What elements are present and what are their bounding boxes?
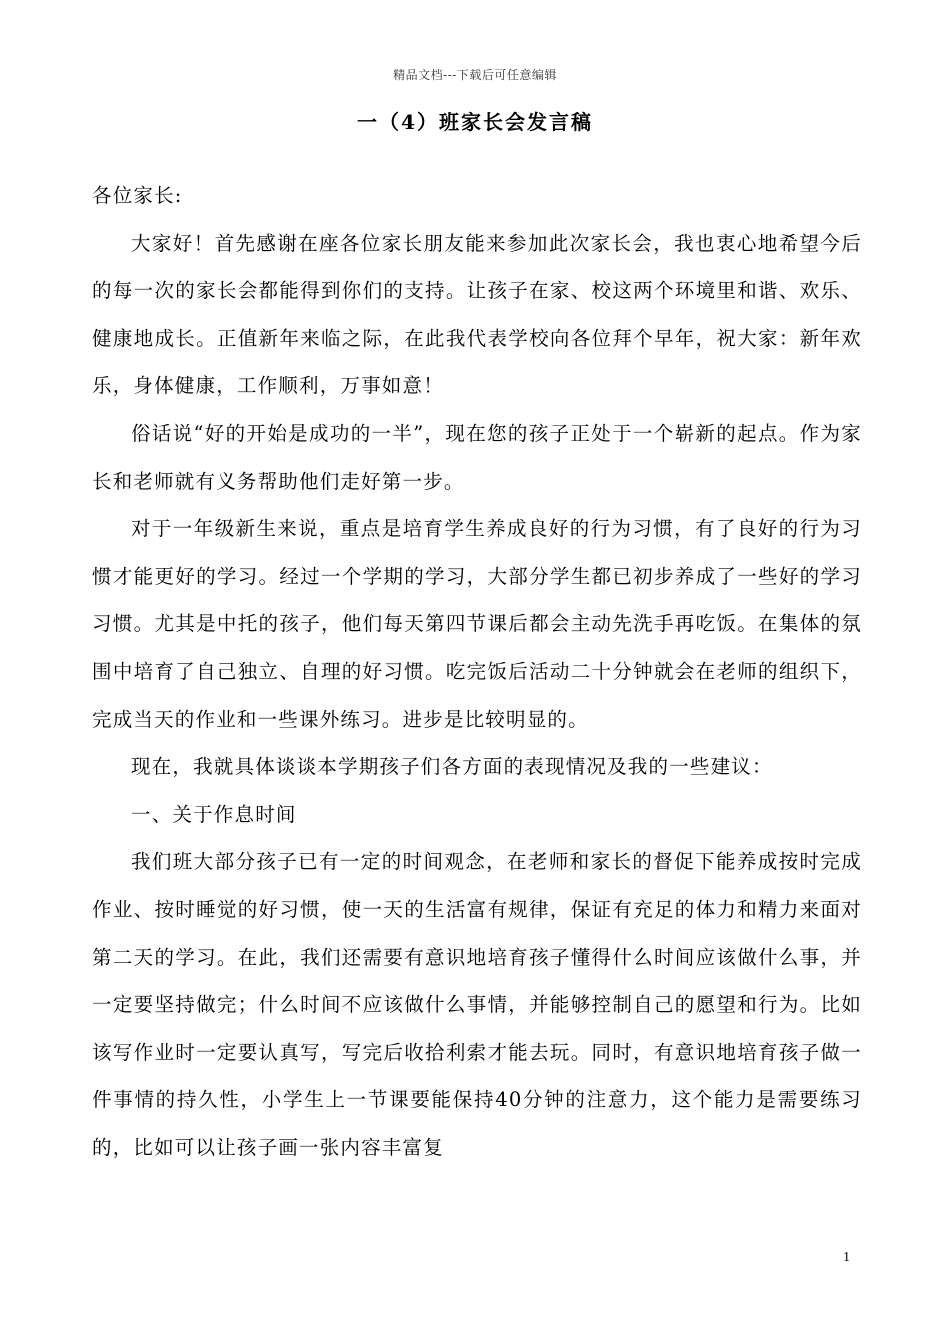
paragraph-habits: 对于一年级新生来说，重点是培育学生养成良好的行为习惯，有了良好的行为习惯才能更好的学习。经过一个学期的学习，大部分学生都已初步养成了一些好的学习习惯。尤其是中托的孩子，他们每天第四节课后都会主动先洗手再吃饭。在集体的氛围中培育了自己独立、自理的好习惯。吃完饭后活动二十分钟就会在老师的组织下，完成当天的作业和一些课外练习。进步是比较明显的。: [92, 517, 862, 731]
page-number: 1: [843, 1250, 850, 1265]
paragraph-intro: 现在，我就具体谈谈本学期孩子们各方面的表现情况及我的一些建议：: [131, 755, 773, 779]
paragraph-greeting: 大家好！首先感谢在座各位家长朋友能来参加此次家长会，我也衷心地希望今后的每一次的家长会都能得到你们的支持。让孩子在家、校这两个环境里和谐、欢乐、健康地成长。正值新年来临之际，在此我代表学校向各位拜个早年，祝大家：新年欢乐，身体健康，工作顺利，万事如意！: [92, 231, 862, 398]
salutation: 各位家长:: [92, 184, 183, 207]
document-title: 一（4）班家长会发言稿: [357, 110, 593, 134]
paragraph-saying: 俗话说“好的开始是成功的一半”，现在您的孩子正处于一个崭新的起点。作为家长和老师就有义务帮助他们走好第一步。: [92, 421, 862, 493]
document-body: [92, 172, 862, 1171]
section-heading: 一、关于作息时间: [131, 802, 297, 826]
section-paragraph: 我们班大部分孩子已有一定的时间观念，在老师和家长的督促下能养成按时完成作业、按时睡觉的好习惯，使一天的生活富有规律，保证有充足的体力和精力来面对第二天的学习。在此，我们还需要有意识地培育孩子懂得什么时间应该做什么事，并一定要坚持做完；什么时间不应该做什么事情，并能够控制自己的愿望和行为。比如该写作业时一定要认真写，写完后收拾利索才能去玩。同时，有意识地培育孩子做一件事情的持久性，小学生上一节课要能保持40分钟的注意力，这个能力是需要练习的，比如可以让孩子画一张内容丰富复: [92, 850, 862, 1159]
header-note: 精品文档---下载后可任意编辑: [393, 68, 557, 82]
